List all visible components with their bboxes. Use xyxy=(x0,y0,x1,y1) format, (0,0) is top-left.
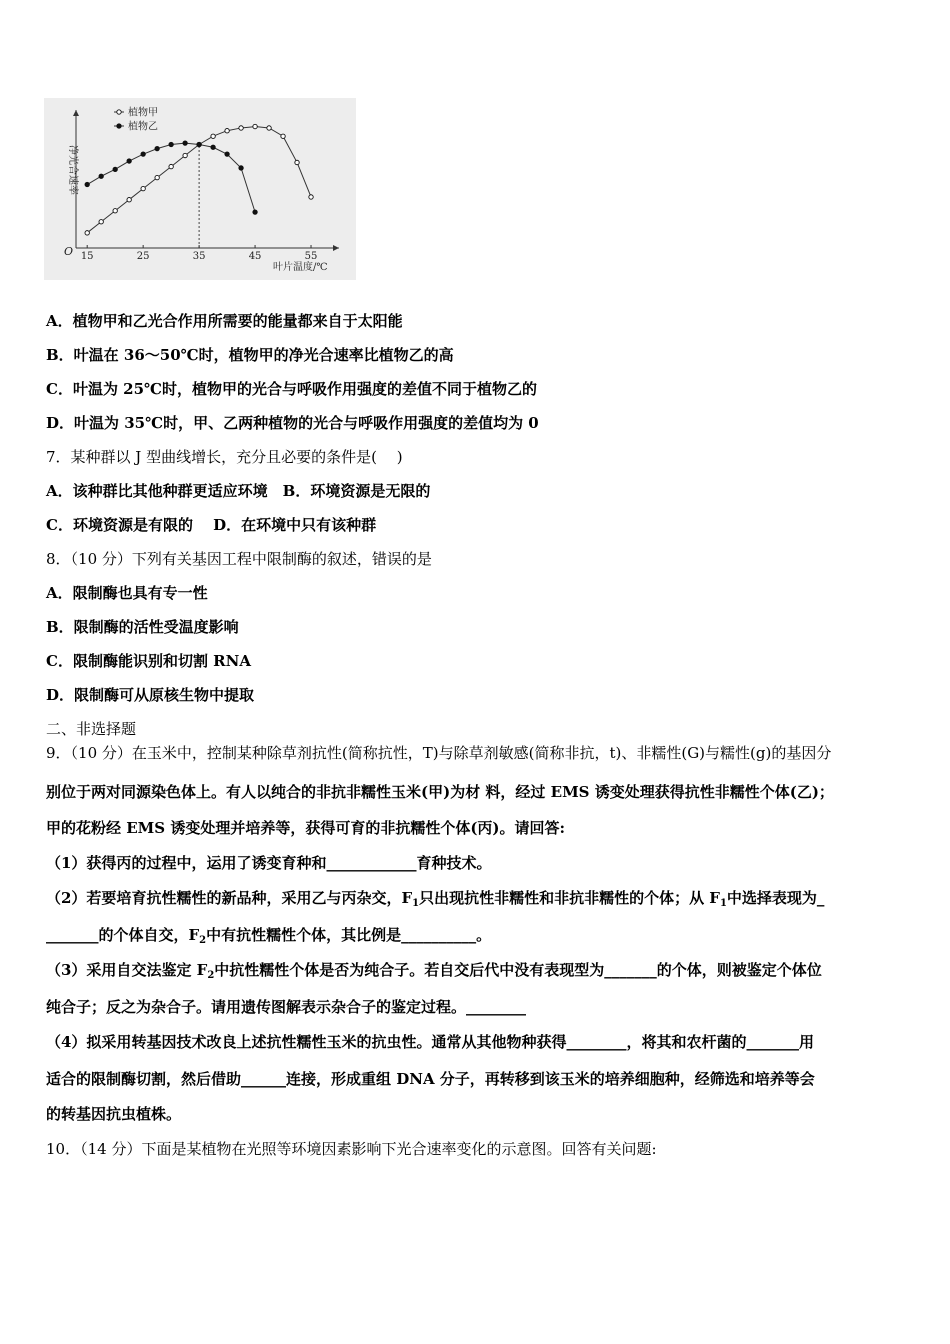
q9-part4-line2: 适合的限制酶切割，然后借助______连接，形成重组 DNA 分子，再转移到该玉米的培养细胞种，经筛选和培养等会 xyxy=(46,1070,815,1088)
q9-stem-line1: 9．（10 分）在玉米中，控制某种除草剂抗性(简称抗性，T)与除草剂敏感(简称非抗，t)、非糯性(G)与糯性(g)的基因分 xyxy=(46,744,832,762)
data-point-plant-a xyxy=(169,164,173,168)
q9-part3-line1: （3）采用自交法鉴定 $F_2$中抗性糯性个体是否为纯合子。若自交后代中没有表现型为_______的个体，则被鉴定个体位 xyxy=(46,961,822,981)
q7-options-cd: C．环境资源是有限的 D．在环境中只有该种群 xyxy=(46,516,377,534)
net-photosynthesis-chart xyxy=(44,98,356,280)
q6-option-b: B．叶温在 36～50℃时，植物甲的净光合速率比植物乙的高 xyxy=(46,346,454,364)
q9-part1: （1）获得丙的过程中，运用了诱变育种和____________育种技术。 xyxy=(46,854,492,872)
section-heading: 二、非选择题 xyxy=(46,720,137,738)
data-point-plant-b xyxy=(85,182,89,186)
q9-stem-line3: 甲的花粉经 EMS 诱变处理并培养等，获得可育的非抗糯性个体(丙)。请回答: xyxy=(46,819,566,837)
legend-marker xyxy=(117,124,121,128)
x-tick-label: 55 xyxy=(304,251,318,262)
q6-option-d: D．叶温为 35℃时，甲、乙两种植物的光合与呼吸作用强度的差值均为 0 xyxy=(46,414,539,432)
data-point-plant-a xyxy=(281,134,285,138)
data-point-plant-a xyxy=(239,126,243,130)
q7-stem: 7．某种群以 J 型曲线增长，充分且必要的条件是( ) xyxy=(46,448,403,466)
q9-part3-line2: 纯合子；反之为杂合子。请用遗传图解表示杂合子的鉴定过程。________ xyxy=(46,998,527,1016)
q8-option-d: D．限制酶可从原核生物中提取 xyxy=(46,686,255,704)
data-point-plant-a xyxy=(309,195,313,199)
data-point-plant-a xyxy=(141,186,145,190)
data-point-plant-a xyxy=(183,153,187,157)
data-point-plant-b xyxy=(169,142,173,146)
data-point-plant-a xyxy=(225,129,229,133)
q10-stem: 10．（14 分）下面是某植物在光照等环境因素影响下光合速率变化的示意图。回答有关问题: xyxy=(46,1140,657,1158)
q9-part4-line3: 的转基因抗虫植株。 xyxy=(46,1105,182,1123)
data-point-plant-a xyxy=(155,175,159,179)
origin-label: O xyxy=(64,245,74,258)
legend-label: 植物甲 xyxy=(128,107,158,119)
q8-option-b: B．限制酶的活性受温度影响 xyxy=(46,618,239,636)
data-point-plant-b xyxy=(183,141,187,145)
data-point-plant-b xyxy=(141,152,145,156)
q7-options-ab: A．该种群比其他种群更适应环境 B．环境资源是无限的 xyxy=(46,482,431,500)
x-tick-label: 35 xyxy=(192,251,206,262)
data-point-plant-b xyxy=(113,167,117,171)
data-point-plant-a xyxy=(211,134,215,138)
data-point-plant-b xyxy=(225,152,229,156)
x-tick-label: 25 xyxy=(136,251,150,262)
q9-stem-line2: 别位于两对同源染色体上。有人以纯合的非抗非糯性玉米(甲)为材 料，经过 EMS 诱变处理获得抗性非糯性个体(乙)； xyxy=(46,783,834,801)
q8-option-a: A．限制酶也具有专一性 xyxy=(46,584,208,602)
legend-label: 植物乙 xyxy=(128,121,158,133)
data-point-plant-b xyxy=(239,166,243,170)
q8-stem: 8．（10 分）下列有关基因工程中限制酶的叙述，错误的是 xyxy=(46,550,432,568)
data-point-plant-b xyxy=(197,142,201,146)
q6-option-a: A．植物甲和乙光合作用所需要的能量都来自于太阳能 xyxy=(46,312,403,330)
legend-marker xyxy=(117,110,121,114)
q9-part4-line1: （4）拟采用转基因技术改良上述抗性糯性玉米的抗虫性。通常从其他物种获得________，将其和农杆菌的_______用 xyxy=(46,1033,814,1051)
q9-part2-line2: _______的个体自交，$F_2$中有抗性糯性个体，其比例是__________。 xyxy=(46,926,492,946)
data-point-plant-b xyxy=(155,146,159,150)
data-point-plant-a xyxy=(127,198,131,202)
data-point-plant-a xyxy=(295,160,299,164)
q8-option-c: C．限制酶能识别和切割 RNA xyxy=(46,652,251,670)
data-point-plant-a xyxy=(253,124,257,128)
x-tick-label: 45 xyxy=(248,251,262,262)
data-point-plant-b xyxy=(253,210,257,214)
x-axis-label: 叶片温度/℃ xyxy=(273,262,328,273)
data-point-plant-b xyxy=(211,145,215,149)
x-tick-label: 15 xyxy=(80,251,94,262)
q9-part2-line1: （2）若要培育抗性糯性的新品种，采用乙与丙杂交，$F_1$只出现抗性非糯性和非抗非糯性的个体；从 $F_1$中选择表现为_ xyxy=(46,889,825,909)
data-point-plant-a xyxy=(267,126,271,130)
q6-option-c: C．叶温为 25℃时，植物甲的光合与呼吸作用强度的差值不同于植物乙的 xyxy=(46,380,538,398)
y-axis-label: 净光合速率 xyxy=(67,145,78,195)
data-point-plant-b xyxy=(127,159,131,163)
data-point-plant-a xyxy=(99,220,103,224)
data-point-plant-a xyxy=(85,231,89,235)
data-point-plant-b xyxy=(99,174,103,178)
data-point-plant-a xyxy=(113,209,117,213)
